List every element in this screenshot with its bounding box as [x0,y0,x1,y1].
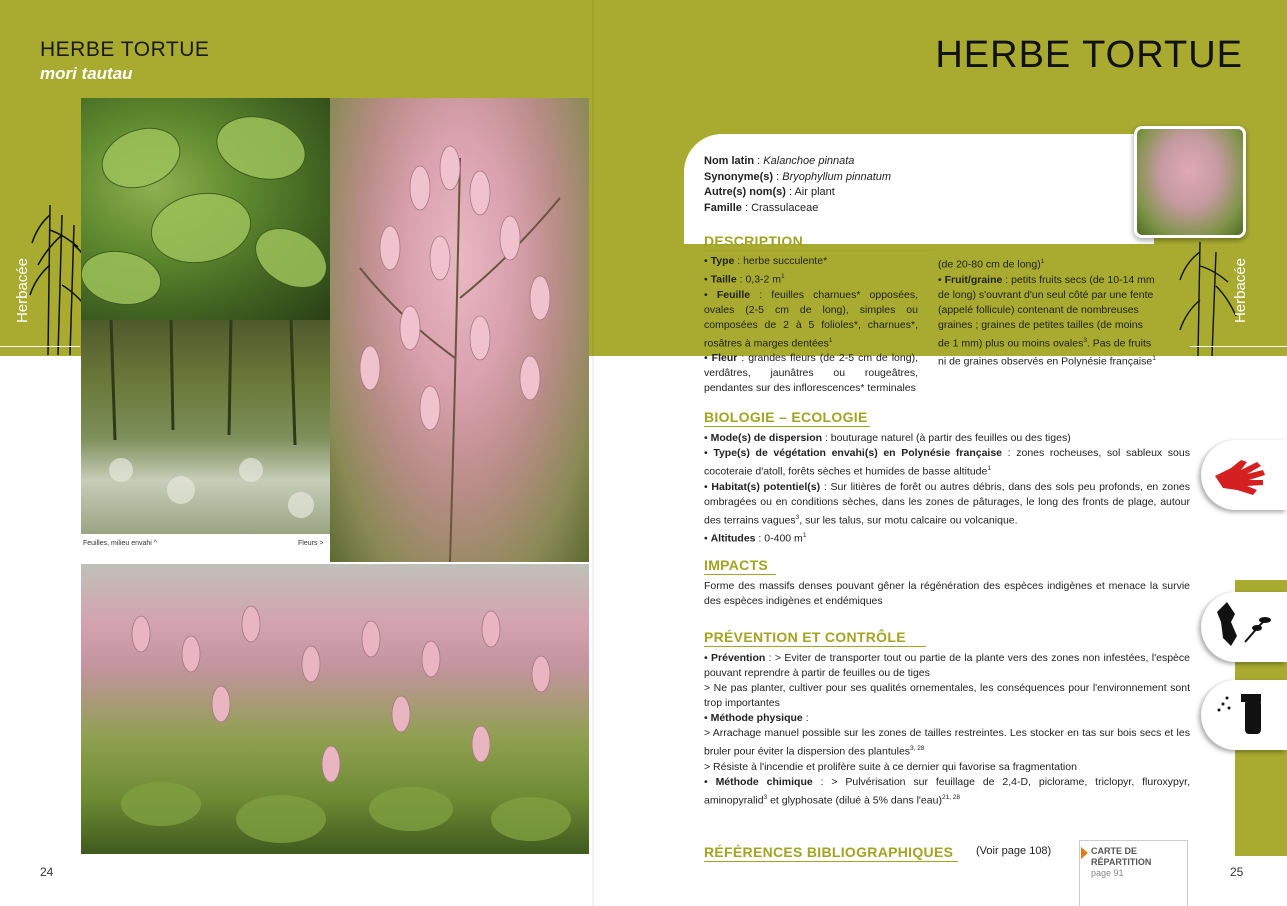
biology-body: • Mode(s) de dispersion : bouturage naturel (à partir des feuilles ou des tiges) • Type(s) de végétation envahi(s) en Polynésie française : zones rocheuses, sol sableux sous cocoteraie d'atoll, forêts sèches et humides de basse altitude$^1$ • Habitat(s) potentiel(s) : Sur litières de forêt ou autres débris, dans des sols peu profonds, en zones ombragées ou en conditions sèches, dans les zones de pâturages, le long des fronts de plage, autour des terrains vagues$^3$, sur les talus, sur motu calcaire ou volcanique. • Altitudes : 0-400 $m^1$ [704,432,1191,545]
other-names-value: Air plant [794,186,835,198]
description-col-1: • Type : herbe succulente* • Taille : 0,3-2 $m^1$ • Feuille : feuilles charnues* opposées, ovales (2-5 cm de long), simples ou composées de 2 à 5 folioles*, charnues*, rosâtres à marges dentées$^1$ • Fleur : grandes fleurs (de 2-5 cm de long), verdâtres, jaunâtres ou rougeâtres, pendantes sur des inflorescences* terminales [704,255,918,394]
flower-value: grandes fleurs (de 2-5 cm de long), verdâtres, jaunâtres ou rougeâtres, pendantes sur des inflorescences* terminales [704,352,918,394]
synonym-value: Bryophyllum pinnatum [782,170,892,183]
prevention-tab [1201,592,1287,662]
habitat-label: Habitat(s) potentiel(s) [711,480,821,493]
prevention-body: • Prévention : > Eviter de transporter tout ou partie de la plante vers des zones non infestées, l'espèce pouvant reprendre à partir de feuilles ou de tiges > Ne pas planter, cultiver pour ses qualités ornementales, les conséquences pour l'environnement sont trop importantes • Méthode physique : > Arrachage manuel possible sur les zones de tailles restreintes. Les stocker en tas sur bois secs et les bruler pour éviter la dispersion des plantules$^{3, 28}$ > Résiste à l'incendie et prolifère suite à ce dernier qui favorise sa fragmentation • Méthode chimique : > Pulvérisation sur feuillage de 2,4-D, piclorame, triclopyr, fluroxypyr, aminopyralid$^3$ et glyphosate (dilué à 5% dans l'eau)$^{21, 28}$ [704,652,1190,806]
red-hand-icon [1201,440,1287,510]
left-category-label: Herbacée [14,258,31,324]
fruit-value: petits fruits secs (de 10-14 mm de long) s'ouvrant d'un seul côté par une fente (appelé follicule) contenant de nombreuses graines ; graines de petites tailles (de moins de 1 mm) plus ou moins ovales [938,273,1155,349]
caption-strip [81,534,330,564]
photo-invaded-forest [81,320,330,534]
altitude-label: Altitudes [710,532,756,545]
left-divider-line [0,346,80,347]
leaf-value: feuilles charnues* opposées, ovales (2-5 cm de long), simples ou composées de 2 à 5 folioles*, charnues*, rosâtres à marges dentées [704,288,918,349]
physical-method-value: > Arrachage manuel possible sur les zones de tailles restreintes. Les stocker en tas sur bois secs et les bruler pour éviter la dispersion des plantules [704,727,1190,758]
prevention-value: > Eviter de transporter tout ou partie de la plante vers des zones non infestées, l'espèce pouvant reprendre à partir de feuilles ou de tiges [704,652,1190,679]
chemical-method-tail: et glyphosate (dilué à 5% dans l'eau) [770,794,942,806]
taxonomy-block: Nom latin : Kalanchoe pinnata Synonyme(s) : Bryophyllum pinnatum Autre(s) nom(s) : Air plant Famille : Crassulaceae [704,155,892,214]
flower-label: Fleur [711,352,738,364]
distribution-map-title: CARTE DE RÉPARTITION [1091,846,1152,867]
photo-dense-stand [81,564,589,854]
right-page-title: HERBE TORTUE [935,34,1243,76]
orange-arrow-icon [1081,847,1088,859]
leaf-label: Feuille [716,288,751,301]
spray-bottle-icon [1201,680,1287,750]
other-names-label: Autre(s) nom(s) [704,186,786,198]
habitat-value: Sur litières de forêt ou autres débris, dans des sols peu profonds, en zones ombragées ou en conditions sèches, dans les zones de pâturages, le long des fronts de plage, autour des terrains vagues [704,480,1191,526]
vegetation-value: zones rocheuses, sol sableux sous cocoteraie d'atoll, forêts sèches et humides de basse altitude [704,447,1190,478]
size-label: Taille [710,273,737,286]
physical-method-value-2: > Résiste à l'incendie et prolifère suite à ce dernier qui favorise sa fragmentation [704,760,1077,773]
dispersal-value: bouturage naturel (à partir des feuilles ou des tiges) [830,432,1071,444]
caption-flowers: Fleurs > [298,540,324,547]
caption-leaves: Feuilles, milieu envahi ^ [83,540,158,547]
left-page-title: HERBE TORTUE [40,38,210,61]
prevention-value-2: > Ne pas planter, cultiver pour ses qualités ornementales, les conséquences pour l'environnement sont trop importantes [704,682,1190,709]
references-underline [704,861,958,862]
biology-underline [704,426,870,427]
altitude-value: 0-400 m [764,532,803,545]
chemical-method-label: Méthode chimique [715,775,813,788]
family-value: Crassulaceae [751,201,819,214]
chemical-tab [1201,680,1287,750]
distribution-map-page: page 91 [1091,868,1124,878]
type-label: Type [710,255,735,267]
fruit-tail: . Pas de fruits ni de graines observés en Polynésie française [938,337,1153,368]
description-underline [704,250,934,251]
family-label: Famille [704,201,742,214]
latin-value: Kalanchoe pinnata [763,155,855,167]
size-value: 0,3-2 m [745,273,782,286]
page-number-right: 25 [1230,865,1244,879]
prevention-label: Prévention [711,652,766,664]
type-value: herbe succulente* [743,255,828,267]
photo-flowers [330,98,589,562]
description-heading: DESCRIPTION [704,233,803,249]
page-spine [592,0,594,906]
fruit-label: Fruit/graine [944,273,1003,286]
description-col-2: (de 20-80 cm de long)$^1$ • Fruit/graine : petits fruits secs (de 10-14 mm de long) s'ouvrant d'un seul côté par une fente (appelé follicule) contenant de nombreuses graines ; graines de petites tailles (de moins de 1 mm) plus ou moins ovales$^3$. Pas de fruits ni de graines observés en Polynésie française$^1$ [938,258,1156,368]
left-page-subtitle: mori tautau [40,64,133,83]
references-heading: RÉFÉRENCES BIBLIOGRAPHIQUES [704,844,954,860]
right-category-label: Herbacée [1232,258,1249,324]
flower-continuation: (de 20-80 cm de long) [938,258,1041,271]
synonym-label: Synonyme(s) [704,170,774,183]
page-number-left: 24 [40,865,54,879]
impacts-underline [704,574,776,575]
photo-leaves [81,98,330,320]
biology-heading: BIOLOGIE – ECOLOGIE [704,409,868,425]
prevention-heading: PRÉVENTION ET CONTRÔLE [704,629,906,645]
impacts-heading: IMPACTS [704,557,769,573]
chemical-method-value: > Pulvérisation sur feuillage de 2,4-D, piclorame, triclopyr, fluroxypyr, aminopyralid [704,775,1190,806]
right-divider-line [1190,346,1287,347]
dispersal-label: Mode(s) de dispersion [710,432,823,444]
latin-label: Nom latin [704,155,755,167]
references-note: (Voir page 108) [976,845,1052,857]
physical-method-label: Méthode physique [710,712,803,724]
plant-illustration-right [1178,236,1238,356]
impacts-tab [1201,440,1287,510]
vegetation-label: Type(s) de végétation envahi(s) en Polynésie française [713,447,1003,459]
hand-plant-icon [1201,592,1287,662]
thumbnail-photo [1134,126,1246,238]
impacts-text: Forme des massifs denses pouvant gêner la régénération des espèces indigènes et menace la survie des espèces indigènes et endémiques [704,580,1190,607]
prevention-underline [704,646,926,647]
habitat-tail: , sur les talus, sur motu calcaire ou volcanique. [799,514,1018,526]
